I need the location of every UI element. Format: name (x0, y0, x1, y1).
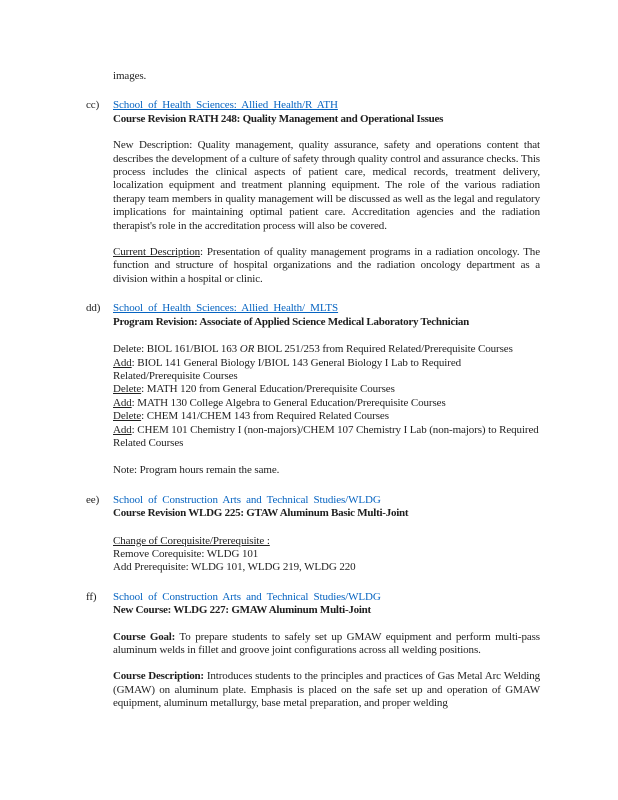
text-run: OR (239, 343, 255, 356)
text-run: Delete (113, 383, 142, 396)
paragraph-course-goal (113, 631, 540, 658)
change-heading: Change of Corequisite/Prerequisite : (113, 534, 270, 547)
change-line (113, 397, 540, 410)
section-label: dd) (86, 302, 101, 315)
section-label: ee) (86, 493, 100, 506)
text-run: : MATH 120 from General Education/Prerequisite Courses (141, 383, 395, 396)
text-run: Introduces students to the principles and practices of Gas Metal Arc Welding (GMAW) on aluminum plate. Emphasis is placed on the safe set up and operation of GMAW equipment, aluminum metallurgy, base metal preparation, and proper welding (113, 670, 540, 710)
course-title: New Course: WLDG 227: GMAW Aluminum Multi-Joint (113, 604, 371, 617)
text-run: : Presentation of quality management programs in a radiation oncology. The function and structure of hospital organizations and the radiation oncology department as a division within a hospital or clinic. (113, 246, 540, 285)
text-run: Add (113, 423, 132, 436)
school-link[interactable]: School of Health Sciences: Allied Health/ MLTS (113, 302, 339, 315)
section-ff (86, 591, 540, 711)
section-ee (86, 494, 540, 575)
text-run: Delete: BIOL 161/BIOL 163 (113, 343, 240, 356)
change-line (113, 424, 540, 451)
section-cc (86, 99, 540, 286)
course-title: Program Revision: Associate of Applied Science Medical Laboratory Technician (113, 315, 469, 328)
school-link[interactable]: School of Health Sciences: Allied Health/R ATH (113, 99, 338, 112)
change-line (113, 357, 540, 384)
paragraph-current-description (113, 246, 540, 286)
note-line: Note: Program hours remain the same. (113, 464, 280, 477)
text-run: : CHEM 141/CHEM 143 from Required Related Courses (141, 410, 389, 423)
program-changes-list (113, 343, 540, 450)
section-label: cc) (86, 99, 100, 112)
text-run: BIOL 251/253 from Required Related/Prerequisite Courses (254, 343, 513, 356)
text-run: Add (113, 356, 132, 369)
paragraph-course-description (113, 670, 540, 710)
change-line (113, 410, 540, 423)
text-run: : BIOL 141 General Biology I/BIOL 143 General Biology I Lab to Required Related/Prerequisite Courses (113, 356, 462, 382)
text-run: To prepare students to safely set up GMAW equipment and perform multi-pass aluminum welds in fillet and groove joint configurations across all welding positions. (113, 630, 540, 656)
text-run: : CHEM 101 Chemistry I (non-majors)/CHEM 107 Chemistry I Lab (non-majors) to Required Related Courses (113, 423, 539, 449)
course-description-label: Course Description: (113, 670, 204, 683)
course-title: Course Revision RATH 248: Quality Management and Operational Issues (113, 112, 444, 125)
course-title: Course Revision WLDG 225: GTAW Aluminum Basic Multi-Joint (113, 507, 409, 520)
change-line: Add Prerequisite: WLDG 101, WLDG 219, WLDG 220 (113, 561, 356, 574)
section-dd (86, 302, 540, 477)
change-line (113, 383, 540, 396)
change-line (113, 343, 540, 356)
text-run: Delete (113, 410, 142, 423)
text-run: : MATH 130 College Algebra to General Education/Prerequisite Courses (131, 396, 446, 409)
section-label: ff) (86, 590, 97, 603)
course-goal-label: Course Goal: (113, 630, 176, 643)
text-run: Add (113, 396, 132, 409)
corequisite-change-block (113, 535, 540, 575)
school-link[interactable]: School of Construction Arts and Technical Studies/WLDG (113, 590, 381, 603)
current-description-label: Current Description (113, 246, 201, 259)
change-line: Remove Corequisite: WLDG 101 (113, 547, 259, 560)
paragraph-new-description: New Description: Quality management, quality assurance, safety and operations content that describes the development of a culture of safety through quality control and assurance checks. This process includes the clinical aspects of patient care, medical records, treatment delivery, localization equipment and treatment planning equipment. The role of the various radiation therapy team members in quality management will be discussed as well as the legal and regulatory implications for maintaining optimal patient care. Accreditation agencies and the radiation therapist's role in the accreditation process will also be covered. (113, 139, 540, 232)
school-link[interactable]: School of Construction Arts and Technical Studies/WLDG (113, 493, 381, 506)
intro-text: images. (113, 70, 147, 82)
